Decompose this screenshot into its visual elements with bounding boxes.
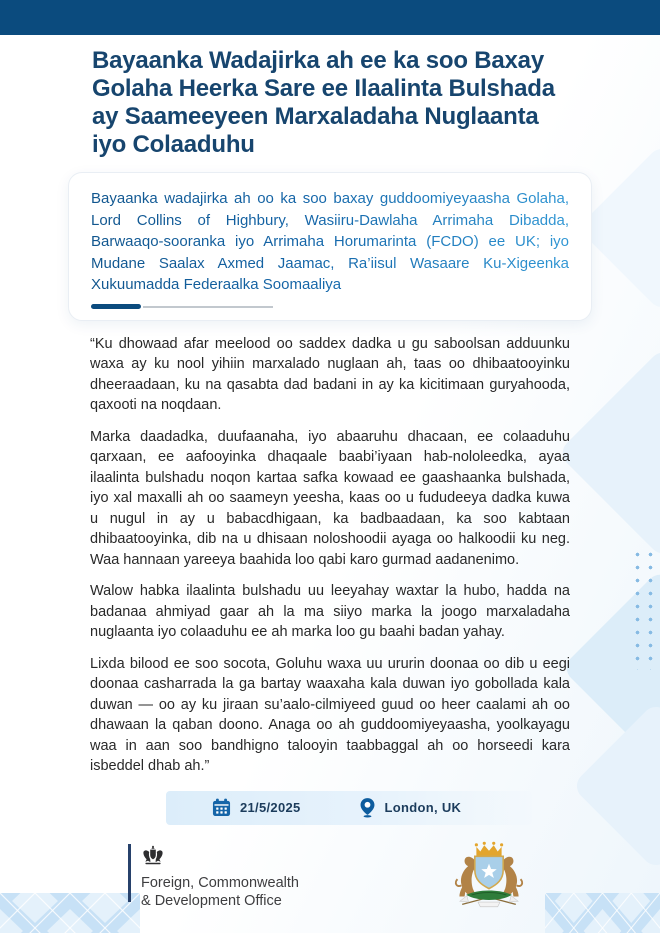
- date-item: [212, 798, 301, 817]
- top-header-bar: [0, 0, 660, 35]
- body-paragraph: Lixda bilood ee soo socota, Goluhu waxa uu ururin doonaa oo dib u eegi doonaa casharrada la ga bartay waaxaha kala duwan iyo gobollada kala duwan — oo ay ku jiraan su’aalo-cilmiyeed guud oo heer caalami ah oo dhawaan la qaban doono. Anaga oo ah guddoomiyeyaasha, yoolkayagu waa in aan soo bandhigno talooyin taabbaggal ah oo horseedi kara isbeddel dhab ah.”: [90, 655, 570, 774]
- intro-text: Bayaanka wadajirka ah oo ka soo baxay guddoomiyeyaasha Golaha, Lord Collins of Highbury, Wasiiru-Dawlaha Arrimaha Dibadda, Barwaaqo-sooranka iyo Arrimaha Horumarinta (FCDO) ee UK; iyo Mudane Saalax Axmed Jaamac, Ra’iisul Wasaare Ku-Xigeenka Xukuumadda Federaalka Soomaaliya: [91, 188, 569, 296]
- page-title: Bayaanka Wadajirka ah ee ka soo Baxay Golaha Heerka Sare ee Ilaalinta Bulshada ay Saameeyeen Marxaladaha Nuglaanta iyo Colaaduhu: [92, 47, 555, 158]
- location-pin-icon: [359, 796, 376, 819]
- uk-royal-crest-icon: [141, 845, 299, 871]
- section-divider: [91, 304, 569, 310]
- divider-accent-bar: [91, 304, 141, 309]
- location-value: London, UK: [384, 800, 462, 815]
- fcdo-wordmark-line1: Foreign, Commonwealth: [141, 874, 299, 891]
- footer-logos: [128, 844, 530, 919]
- date-location-strip: [166, 791, 532, 825]
- divider-line: [143, 306, 273, 308]
- calendar-icon: [212, 798, 231, 817]
- date-value: 21/5/2025: [240, 800, 301, 815]
- fcdo-logo: [128, 844, 299, 910]
- somalia-coat-of-arms: [448, 838, 530, 919]
- location-item: [359, 796, 462, 819]
- fcdo-vertical-rule: [128, 844, 131, 902]
- body-paragraph: “Ku dhowaad afar meelood oo saddex dadka u gu saboolsan adduunku waxa ay ku nool yihiin marxalado nuglaan ah, taas oo dhibaatooyinku dheeraadaan, ku na qasabta dad badani in ay ka kicitimaan guryahooda, qaxooti na noqdaan.: [90, 335, 570, 413]
- body-paragraph: Marka daadadka, duufaanaha, iyo abaaruhu dhacaan, ee colaaduhu qarxaan, ee aafooyinka dhaqaale baabi’iyaan hab-nololeedka, ayaa ilaalinta bulshadu noqon kartaa safka kowaad ee gaashaanka bulshada, iyo xal maxalli ah oo saameyn yeesha, kaas oo u fududeeya dadka kuwa u nugul in ay u babacdhigaan, ka badbaadaan, ka soo kabtaan dhibaatooyinka, dib na u dhisaan noloshoodii ayaga oo halkoodii ku neg. Waa hannaan yareeya baahida loo qabi karo gurmad aadanenimo.: [90, 428, 570, 568]
- fcdo-wordmark-line2: & Development Office: [141, 892, 282, 909]
- intro-card: [68, 172, 592, 321]
- body-paragraph: Walow habka ilaalinta bulshadu uu leeyahay waxtar la hubo, hadda na badanaa ahmiyad gaar ah la ma siiyo marka la joogo marxaladaha nuglaanta iyo colaaduhu ee ah marka loo gu baahi badan yahay.: [90, 583, 570, 640]
